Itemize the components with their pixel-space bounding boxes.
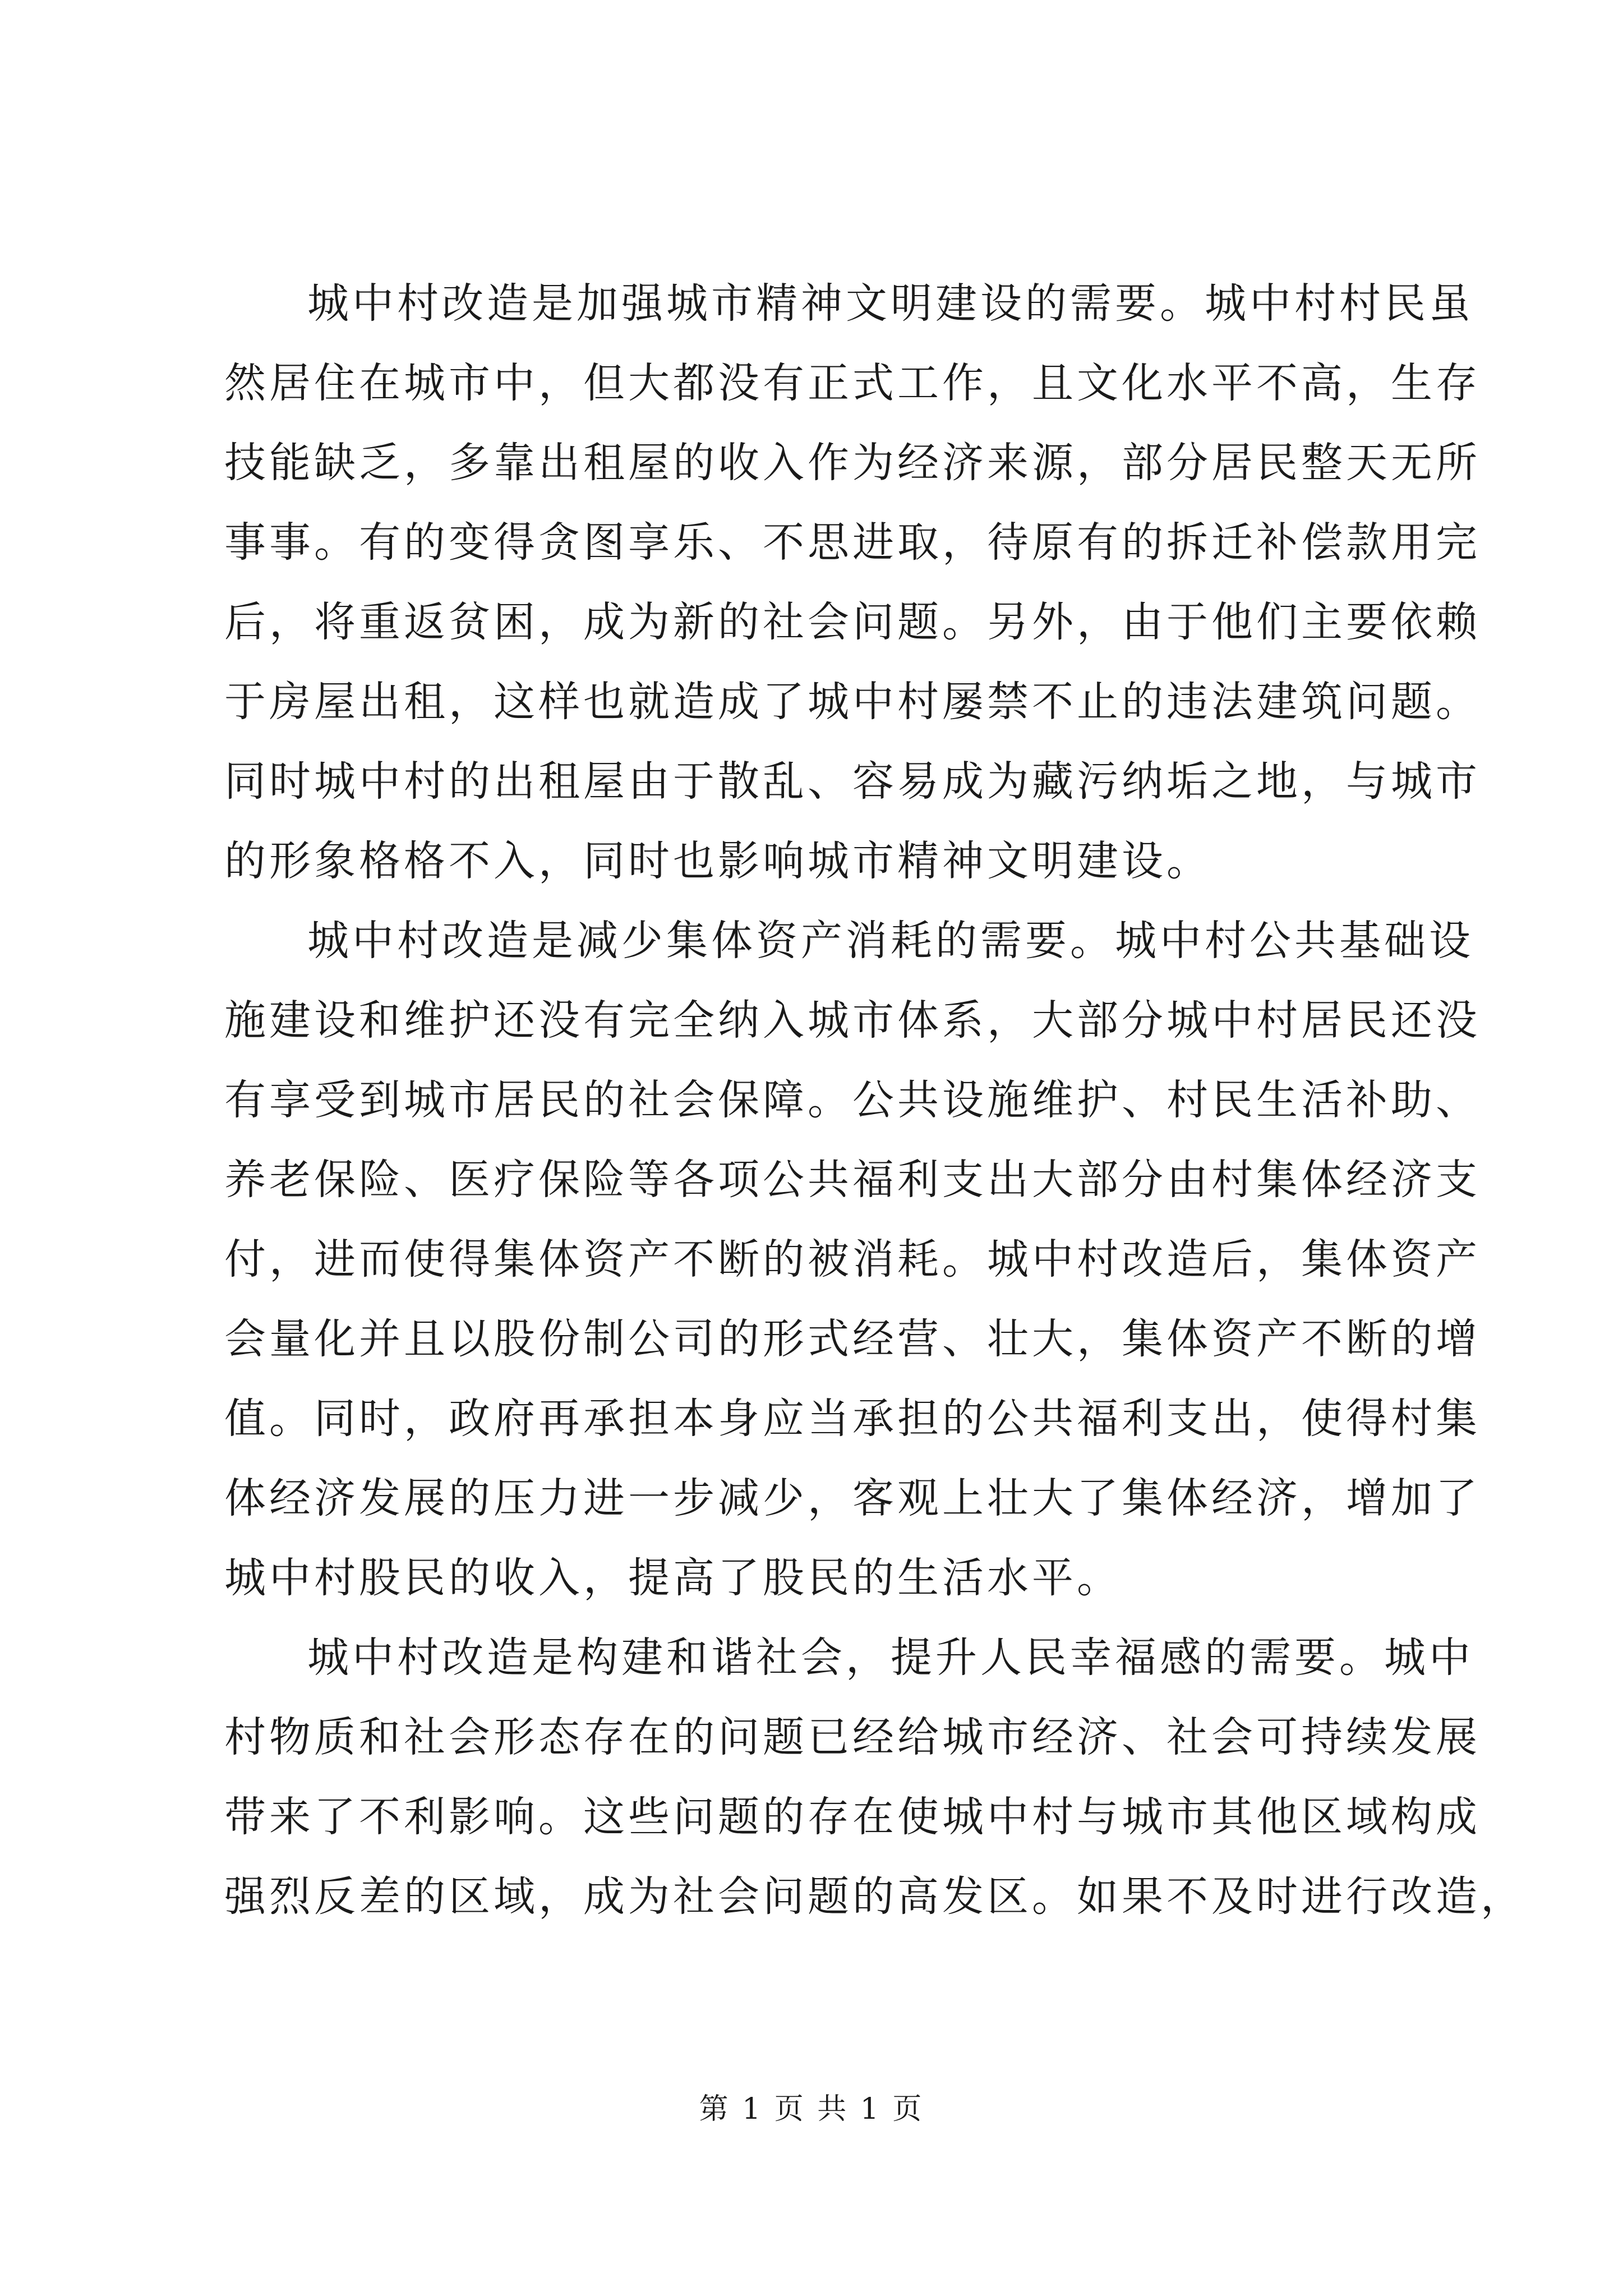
paragraph-line: 强烈反差的区域，成为社会问题的高发区。如果不及时进行改造， [224,1872,1525,1921]
paragraph-line: 的形象格格不入，同时也影响城市精神文明建设。 [224,837,1211,885]
paragraph-line: 同时城中村的出租屋由于散乱、容易成为藏污纳垢之地，与城市 [224,757,1481,806]
paragraph-line: 城中村股民的收入，提高了股民的生活水平。 [224,1554,1122,1602]
paragraph-line: 养老保险、医疗保险等各项公共福利支出大部分由村集体经济支 [224,1156,1481,1204]
document-body [224,264,1525,1936]
paragraph-line: 施建设和维护还没有完全纳入城市体系，大部分城中村居民还没 [224,996,1481,1045]
paragraph-2 [224,901,1481,1618]
paragraph-line: 然居住在城市中，但大都没有正式工作，且文化水平不高，生存 [224,359,1481,407]
paragraph-line: 付，进而使得集体资产不断的被消耗。城中村改造后，集体资产 [224,1235,1481,1283]
paragraph-line: 有享受到城市居民的社会保障。公共设施维护、村民生活补助、 [224,1076,1481,1124]
paragraph-line: 会量化并且以股份制公司的形式经营、壮大，集体资产不断的增 [224,1315,1481,1363]
paragraph-line: 城中村改造是加强城市精神文明建设的需要。城中村村民虽 [307,279,1474,328]
paragraph-line: 带来了不利影响。这些问题的存在使城中村与城市其他区域构成 [224,1793,1481,1841]
paragraph-line: 城中村改造是减少集体资产消耗的需要。城中村公共基础设 [307,917,1474,965]
paragraph-1 [224,264,1481,901]
paragraph-3 [224,1618,1525,1936]
paragraph-line: 值。同时，政府再承担本身应当承担的公共福利支出，使得村集 [224,1395,1481,1443]
paragraph-line: 后，将重返贫困，成为新的社会问题。另外，由于他们主要依赖 [224,598,1481,646]
paragraph-line: 技能缺乏，多靠出租屋的收入作为经济来源，部分居民整天无所 [224,439,1481,487]
paragraph-line: 体经济发展的压力进一步减少，客观上壮大了集体经济，增加了 [224,1474,1481,1522]
page-number-footer: 第 1 页 共 1 页 [699,2092,924,2126]
paragraph-line: 城中村改造是构建和谐社会，提升人民幸福感的需要。城中 [307,1634,1474,1682]
paragraph-line: 村物质和社会形态存在的问题已经给城市经济、社会可持续发展 [224,1713,1481,1761]
paragraph-line: 事事。有的变得贪图享乐、不思进取，待原有的拆迁补偿款用完 [224,518,1481,567]
paragraph-line: 于房屋出租，这样也就造成了城中村屡禁不止的违法建筑问题。 [224,678,1481,726]
